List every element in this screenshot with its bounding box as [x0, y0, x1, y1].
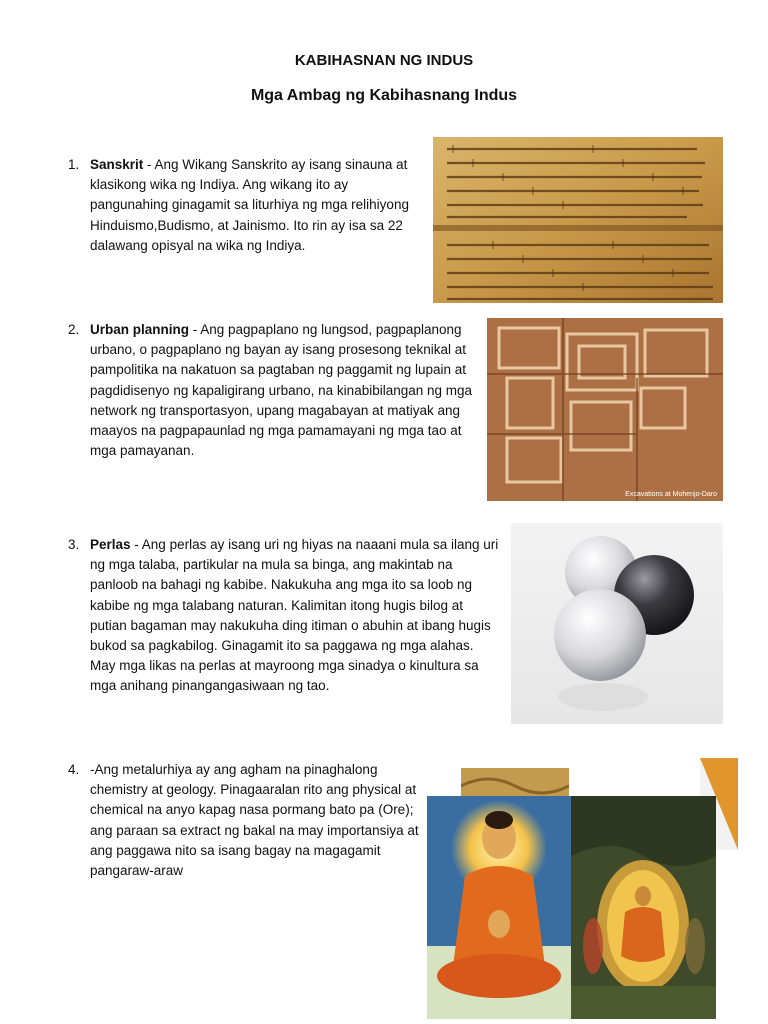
list-number: 1.: [68, 157, 80, 172]
mohenjo-daro-excavation-image: [487, 318, 723, 501]
page-subtitle: Mga Ambag ng Kabihasnang Indus: [250, 87, 518, 104]
term-label: Urban planning: [90, 322, 189, 337]
list-number: 3.: [68, 537, 80, 552]
list-item-body: [90, 535, 500, 697]
term-label: Perlas: [90, 537, 131, 552]
term-description: - Ang pagpaplano ng lungsod, pagpaplanong urbano, o pagpaplano ng bayan ay isang prosesong teknikal at pampolitika na nakatuon sa pagtaban ng paggamit ng lupain at pagdidisenyo ng kapaligirang urbano, na kinabibilangan ng mga network ng transportasyon, upang magabayan at matiyak ang maayos na pagpapaunlad ng mga pamamayani ng mga tao at mga pamayanan.: [90, 322, 473, 459]
list-item-body: [90, 155, 425, 256]
term-label: Sanskrit: [90, 157, 144, 172]
list-number: 2.: [68, 322, 80, 337]
buddha-painting-image: [427, 796, 571, 1019]
list-item-body: [90, 760, 428, 881]
image-caption: Excavations at Mohenjo-Daro: [625, 491, 717, 498]
page-title: KABIHASNAN NG INDUS: [294, 52, 474, 69]
term-description: - Ang perlas ay isang uri ng hiyas na naaani mula sa ilang uri ng mga talaba, partikular na mula sa binga, ang makintab na panloob na bahagi ng kabibe. Nakukuha ang mga ito sa loob ng kabibe ng mga talabang naturan. Kalimitan itong hugis bilog at putian bagaman may nakukuha ding itiman o abuhin at ibang hugis bukod sa pagkabilog. Ginagamit ito sa paggawa ng mga alahas. May mga likas na perlas at mayroong mga sinadya o kinultura sa mga anihang pinangangasiwaan ng tao.: [90, 537, 499, 694]
list-item-body: [90, 320, 480, 461]
pearls-image: [511, 523, 723, 724]
term-description: - Ang Wikang Sanskrito ay isang sinauna at klasikong wika ng Indiya. Ang wikang ito ay pangunahing ginagamit sa liturhiya ng mga relihiyong Hinduismo,Budismo, at Jainismo. Ito rin ay isa sa 22 dalawang opisyal na wika ng Indiya.: [90, 157, 409, 253]
list-number: 4.: [68, 762, 80, 777]
sanskrit-manuscript-image: [433, 137, 723, 303]
buddha-meditation-scene-image: [571, 796, 716, 1019]
term-description: -Ang metalurhiya ay ang agham na pinaghalong chemistry at geology. Pinagaaralan rito ang physical at chemical na anyo kapag nasa pormang bato pa (Ore); ang paraan sa extract ng bakal na may importansiya at ang paggawa nito sa isang bagay na magagamit pangaraw-araw: [90, 762, 419, 879]
